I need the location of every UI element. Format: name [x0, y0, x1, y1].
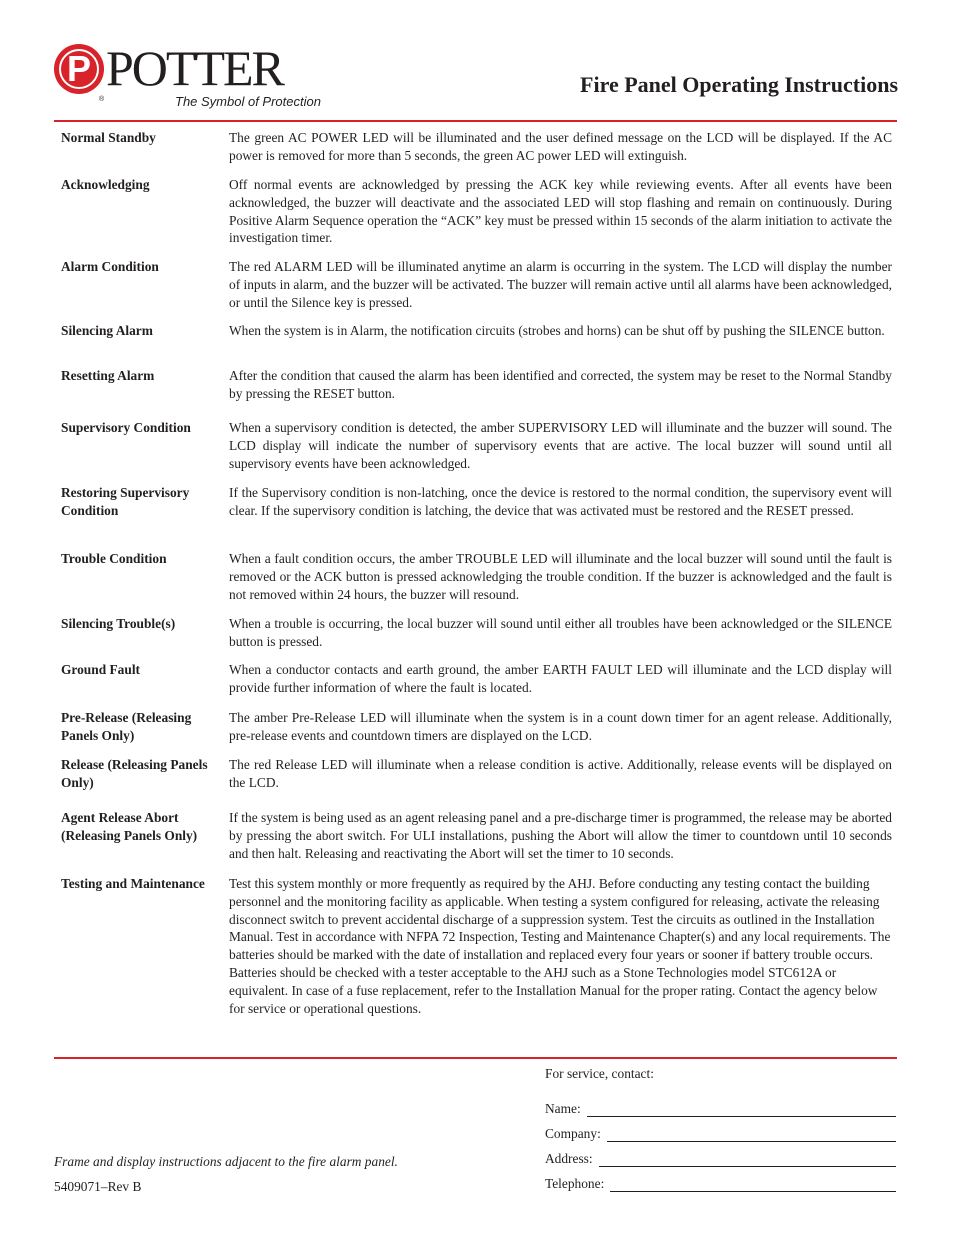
section-text: The green AC POWER LED will be illuminated and the user defined message on the LCD will be displayed. If the AC power is removed for more than 5 seconds, the green AC power LED will extinguish.	[229, 130, 892, 163]
telephone-field[interactable]	[545, 1176, 896, 1192]
logo-wordmark: POTTER	[106, 40, 283, 96]
company-label: Company:	[545, 1126, 601, 1141]
potter-logo-icon	[54, 44, 104, 94]
section-text: When a supervisory condition is detected, the amber SUPERVISORY LED will illuminate and the buzzer will sound. The LCD display will indicate the number of supervisory events that are active. The local buzzer will sound until all supervisory events have been acknowledged.	[229, 420, 892, 471]
section-label: Silencing Trouble(s)	[61, 616, 176, 631]
section-row	[61, 484, 892, 550]
section-row	[61, 809, 892, 875]
address-line[interactable]	[599, 1154, 896, 1167]
section-label: Resetting Alarm	[61, 368, 155, 383]
telephone-line[interactable]	[610, 1179, 896, 1192]
logo-tagline: The Symbol of Protection	[175, 94, 321, 109]
footer-note: Frame and display instructions adjacent to the fire alarm panel.	[54, 1154, 398, 1169]
section-text: If the system is being used as an agent releasing panel and a pre-discharge timer is programmed, the release may be aborted by pressing the abort switch. For ULI installations, pushing the Abort will allow the timer to countdown until 10 seconds and then halt. Releasing and reactivating the Abort will set the timer to 10 seconds.	[229, 810, 892, 861]
section-text: When a fault condition occurs, the amber TROUBLE LED will illuminate and the local buzzer will sound until the fault is removed or the ACK button is pressed acknowledging the trouble condition. If the buzzer is acknowledged and the fault is not removed within 24 hours, the buzzer will resound.	[229, 551, 892, 602]
section-row	[61, 176, 892, 258]
contact-heading: For service, contact:	[545, 1066, 654, 1081]
section-label: Acknowledging	[61, 177, 150, 192]
section-label: Ground Fault	[61, 662, 141, 677]
registered-mark: ®	[99, 96, 105, 103]
section-label: Trouble Condition	[61, 551, 167, 566]
section-label: Supervisory Condition	[61, 420, 191, 435]
section-text: The red Release LED will illuminate when a release condition is active. Additionally, release events will be displayed on the LCD.	[229, 757, 892, 790]
section-row	[61, 367, 892, 419]
section-row	[61, 709, 892, 756]
section-label: Silencing Alarm	[61, 323, 153, 338]
telephone-label: Telephone:	[545, 1176, 605, 1191]
section-row	[61, 322, 892, 367]
logo-letter: P	[66, 48, 91, 89]
name-line[interactable]	[587, 1104, 896, 1117]
section-text: When a trouble is occurring, the local buzzer will sound until either all troubles have been acknowledged or the SILENCE button is pressed.	[229, 616, 892, 649]
section-label: Normal Standby	[61, 130, 156, 145]
section-text: The amber Pre-Release LED will illuminate when the system is in a count down timer for an agent release. Additionally, pre-release events and countdown timers are displayed on the LCD.	[229, 710, 892, 743]
section-row	[61, 258, 892, 322]
section-label: Testing and Maintenance	[61, 876, 205, 891]
section-label: Alarm Condition	[61, 259, 159, 274]
section-row	[61, 756, 892, 809]
name-field[interactable]	[545, 1101, 896, 1117]
section-text: Test this system monthly or more frequently as required by the AHJ. Before conducting any testing contact the building personnel and the monitoring facility as applicable. When testing a system configured for releasing, activate the releasing disconnect switch to prevent accidental discharge of a suppression system. Test the circuits as outlined in the Installation Manual. Test in accordance with NFPA 72 Inspection, Testing and Maintenance Chapter(s) and any local requirements. The batteries should be marked with the date of installation and replaced every four years or sooner if battery trouble occurs. Batteries should be checked with a tester acceptable to the AHJ such as a Stone Technologies model STC612A or equivalent. In case of a fuse replacement, refer to the Installation Manual for the proper rating. Contact the agency below for service or operational questions.	[229, 876, 891, 1016]
section-text: When a conductor contacts and earth ground, the amber EARTH FAULT LED will illuminate and the LCD display will provide further information of where the fault is located.	[229, 662, 892, 695]
name-label: Name:	[545, 1101, 581, 1116]
document-number: 5409071–Rev B	[54, 1179, 142, 1194]
section-text: Off normal events are acknowledged by pressing the ACK key while reviewing events. After all events have been acknowledged, the buzzer will deactivate and the associated LED will stop flashing and remain on continuously. During Positive Alarm Sequence operation the “ACK” key must be pressed within 15 seconds of the alarm initiation to activate the investigation timer.	[229, 177, 892, 246]
section-text: The red ALARM LED will be illuminated anytime an alarm is occurring in the system. The LCD will display the number of inputs in alarm, and the buzzer will be activated. The buzzer will remain active until all alarms have been acknowledged, or until the Silence key is pressed.	[229, 259, 892, 310]
company-field[interactable]	[545, 1126, 896, 1142]
page-title: Fire Panel Operating Instructions	[580, 72, 898, 97]
section-row	[61, 875, 892, 1017]
instructions-list	[61, 129, 892, 1017]
section-row	[61, 129, 892, 176]
section-row	[61, 615, 892, 661]
section-label: Pre-Release (Releasing Panels Only)	[61, 710, 192, 743]
footer-divider	[54, 1057, 897, 1059]
section-label: Restoring Supervisory Condition	[61, 485, 190, 518]
section-text: If the Supervisory condition is non-latching, once the device is restored to the normal condition, the supervisory event will clear. If the supervisory condition is latching, the device that was activated must be restored and the RESET pressed.	[229, 485, 892, 518]
section-row	[61, 550, 892, 615]
section-text: After the condition that caused the alarm has been identified and corrected, the system may be reset to the Normal Standby by pressing the RESET button.	[229, 368, 892, 401]
section-label: Release (Releasing Panels Only)	[61, 757, 208, 790]
address-field[interactable]	[545, 1151, 896, 1167]
section-label: Agent Release Abort (Releasing Panels Only)	[61, 810, 198, 843]
header-divider	[54, 120, 897, 122]
address-label: Address:	[545, 1151, 593, 1166]
section-row	[61, 419, 892, 484]
section-text: When the system is in Alarm, the notification circuits (strobes and horns) can be shut off by pushing the SILENCE button.	[229, 323, 885, 338]
company-line[interactable]	[607, 1129, 896, 1142]
section-row	[61, 661, 892, 709]
